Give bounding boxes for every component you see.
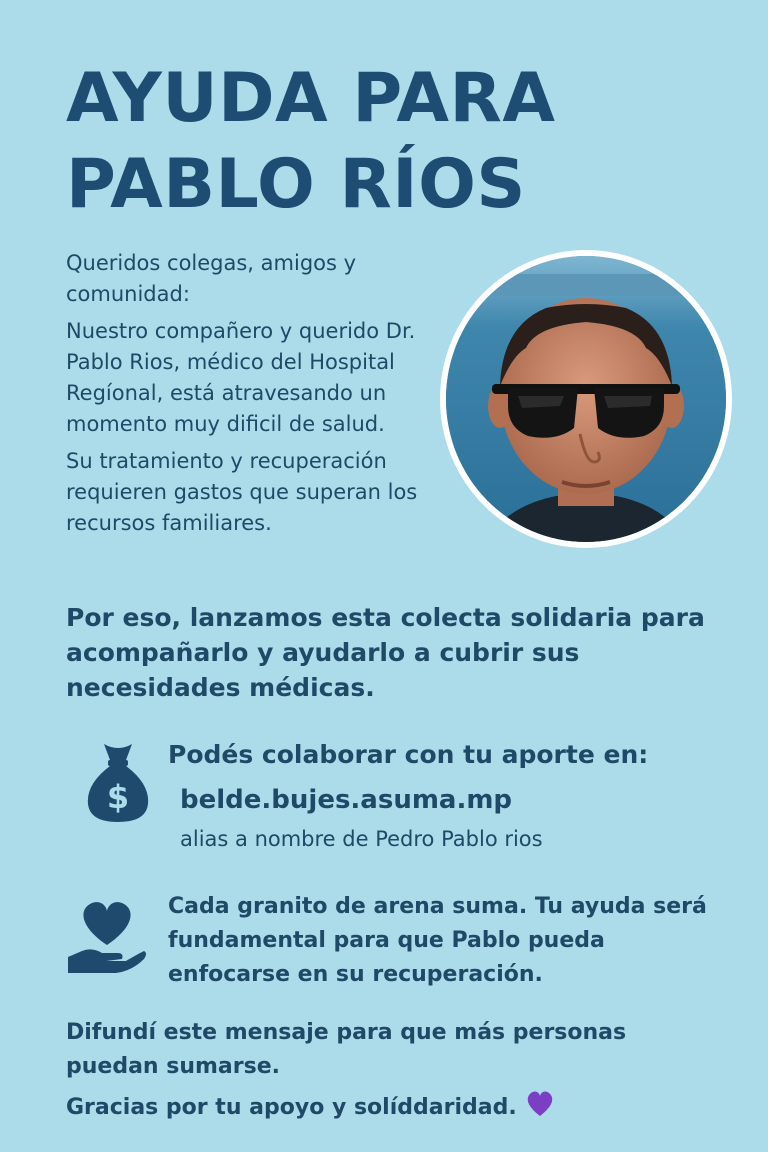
title-line-2: PABLO RÍOS xyxy=(66,145,526,224)
intro-paragraph-1: Nuestro compañero y querido Dr. Pablo Rios, médico del Hospital Regíonal, está atravesando un momento muy dificil de salud. xyxy=(66,319,416,436)
heart-hand-icon xyxy=(66,895,148,981)
svg-text:$: $ xyxy=(106,778,130,816)
thanks-text: Gracias por tu apoyo y solíddaridad. xyxy=(66,1095,517,1120)
appeal-text: Por eso, lanzamos esta colecta solidaria para acompañarlo y ayudarlo a cubrir sus necesidades médicas. xyxy=(66,603,705,702)
intro-text xyxy=(66,248,446,545)
page-title xyxy=(66,56,726,228)
help-text: Cada granito de arena suma. Tu ayuda será fundamental para que Pablo pueda enfocarse en su recuperación. xyxy=(168,894,707,987)
purple-heart-icon xyxy=(525,1090,555,1129)
donate-heading: Podés colaborar con tu aporte en: xyxy=(168,740,649,769)
portrait-photo xyxy=(440,250,732,548)
thanks-line xyxy=(66,1090,716,1129)
alias-note: alias a nombre de Pedro Pablo rios xyxy=(180,827,543,851)
donate-section xyxy=(168,738,708,854)
greeting: Queridos colegas, amigos y comunidad: xyxy=(66,251,357,306)
intro-paragraph-2: Su tratamiento y recuperación requieren gastos que superan los recursos familiares. xyxy=(66,449,418,535)
title-line-1: AYUDA PARA xyxy=(66,59,556,138)
money-bag-icon xyxy=(84,740,152,828)
share-text: Difundí este mensaje para que más personas puedan sumarse. xyxy=(66,1020,627,1079)
donation-alias[interactable]: belde.bujes.asuma.mp xyxy=(180,785,513,815)
